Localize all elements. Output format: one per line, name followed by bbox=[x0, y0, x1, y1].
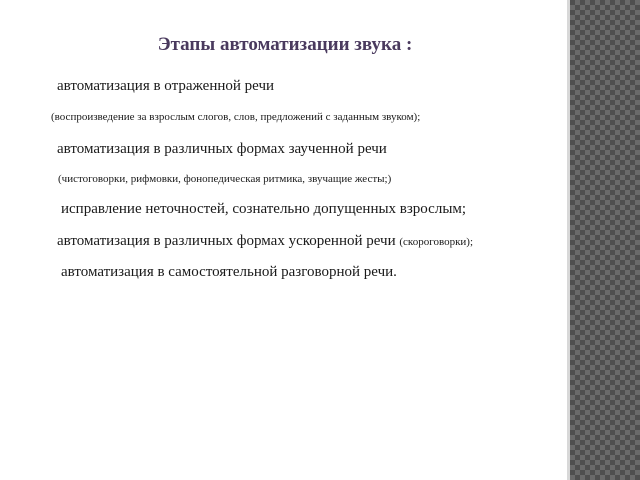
list-item-text bbox=[57, 232, 473, 251]
list-item-main: автоматизация в различных формах ускоренной речи bbox=[57, 233, 396, 249]
slide-title: Этапы автоматизации звука : bbox=[157, 34, 413, 55]
list-item-text: автоматизация в различных формах заученной речи bbox=[57, 141, 387, 157]
list-item-subtext: (чистоговорки, рифмовки, фонопедическая ритмика, звучащие жесты;) bbox=[58, 173, 392, 185]
list-item-subtext: (воспроизведение за взрослым слогов, слов, предложений с заданным звуком); bbox=[51, 111, 421, 123]
list-item-note: (скороговорки); bbox=[399, 236, 474, 248]
list-item-text: автоматизация в самостоятельной разговорной речи. bbox=[61, 264, 397, 280]
list-item-text: исправление неточностей, сознательно допущенных взрослым; bbox=[61, 201, 467, 217]
decorative-side-bar bbox=[570, 0, 640, 480]
list-item-text: автоматизация в отраженной речи bbox=[57, 78, 275, 94]
